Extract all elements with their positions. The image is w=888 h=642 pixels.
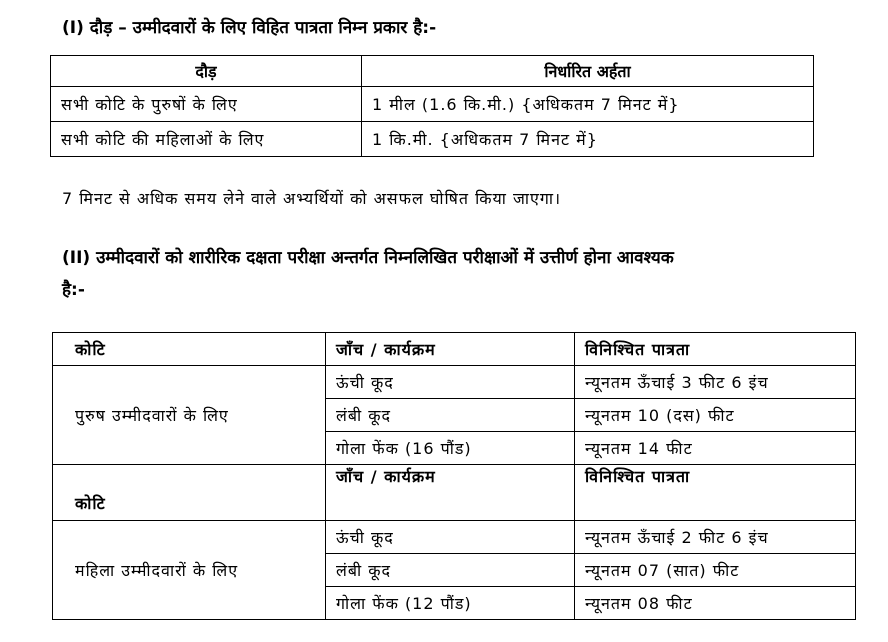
table-cell: सभी कोटि की महिलाओं के लिए (51, 122, 362, 157)
table-cell: लंबी कूद (326, 554, 575, 587)
physical-test-table (52, 332, 856, 620)
column-header-qualification: निर्धारित अर्हता (362, 56, 814, 87)
column-header-eligibility-repeat: विनिश्चित पात्रता (575, 465, 856, 521)
section1-heading: (I) दौड़ – उम्मीदवारों के लिए विहित पात्रता निम्न प्रकार है:- (62, 18, 437, 38)
table-header-row (51, 56, 814, 87)
column-header-event: जाँच / कार्यक्रम (326, 333, 575, 366)
female-category-cell: महिला उम्मीदवारों के लिए (53, 521, 326, 620)
table-cell: न्यूनतम ऊँचाई 2 फीट 6 इंच (575, 521, 856, 554)
table-cell: न्यूनतम 08 फीट (575, 587, 856, 620)
table-cell: न्यूनतम 14 फीट (575, 432, 856, 465)
table-row (51, 87, 814, 122)
table-cell: न्यूनतम ऊँचाई 3 फीट 6 इंच (575, 366, 856, 399)
column-header-event-repeat: जाँच / कार्यक्रम (326, 465, 575, 521)
table-cell: लंबी कूद (326, 399, 575, 432)
table-cell: गोला फेंक (16 पौंड) (326, 432, 575, 465)
failure-note: 7 मिनट से अधिक समय लेने वाले अभ्यर्थियों को असफल घोषित किया जाएगा। (62, 189, 562, 208)
section2-heading-line1: (II) उम्मीदवारों को शारीरिक दक्षता परीक्षा अन्तर्गत निम्नलिखित परीक्षाओं में उत्तीर्ण होना आवश्यक (62, 248, 674, 268)
column-header-category: कोटि (53, 333, 326, 366)
race-eligibility-table (50, 55, 814, 157)
column-header-race: दौड़ (51, 56, 362, 87)
table-cell: 1 कि.मी. {अधिकतम 7 मिनट में} (362, 122, 814, 157)
table-row (53, 366, 856, 399)
table-cell: गोला फेंक (12 पौंड) (326, 587, 575, 620)
table-row (53, 521, 856, 554)
table-cell: ऊंची कूद (326, 366, 575, 399)
table-cell: 1 मील (1.6 कि.मी.) {अधिकतम 7 मिनट में} (362, 87, 814, 122)
table-row (51, 122, 814, 157)
table-header-row (53, 333, 856, 366)
table-cell: न्यूनतम 10 (दस) फीट (575, 399, 856, 432)
male-category-cell: पुरुष उम्मीदवारों के लिए (53, 366, 326, 465)
column-header-eligibility: विनिश्चित पात्रता (575, 333, 856, 366)
table-cell: सभी कोटि के पुरुषों के लिए (51, 87, 362, 122)
table-header-row (53, 465, 856, 521)
section2-heading-line2: है:- (62, 280, 85, 300)
table-cell: न्यूनतम 07 (सात) फीट (575, 554, 856, 587)
column-header-category-repeat: कोटि (53, 465, 326, 521)
table-cell: ऊंची कूद (326, 521, 575, 554)
